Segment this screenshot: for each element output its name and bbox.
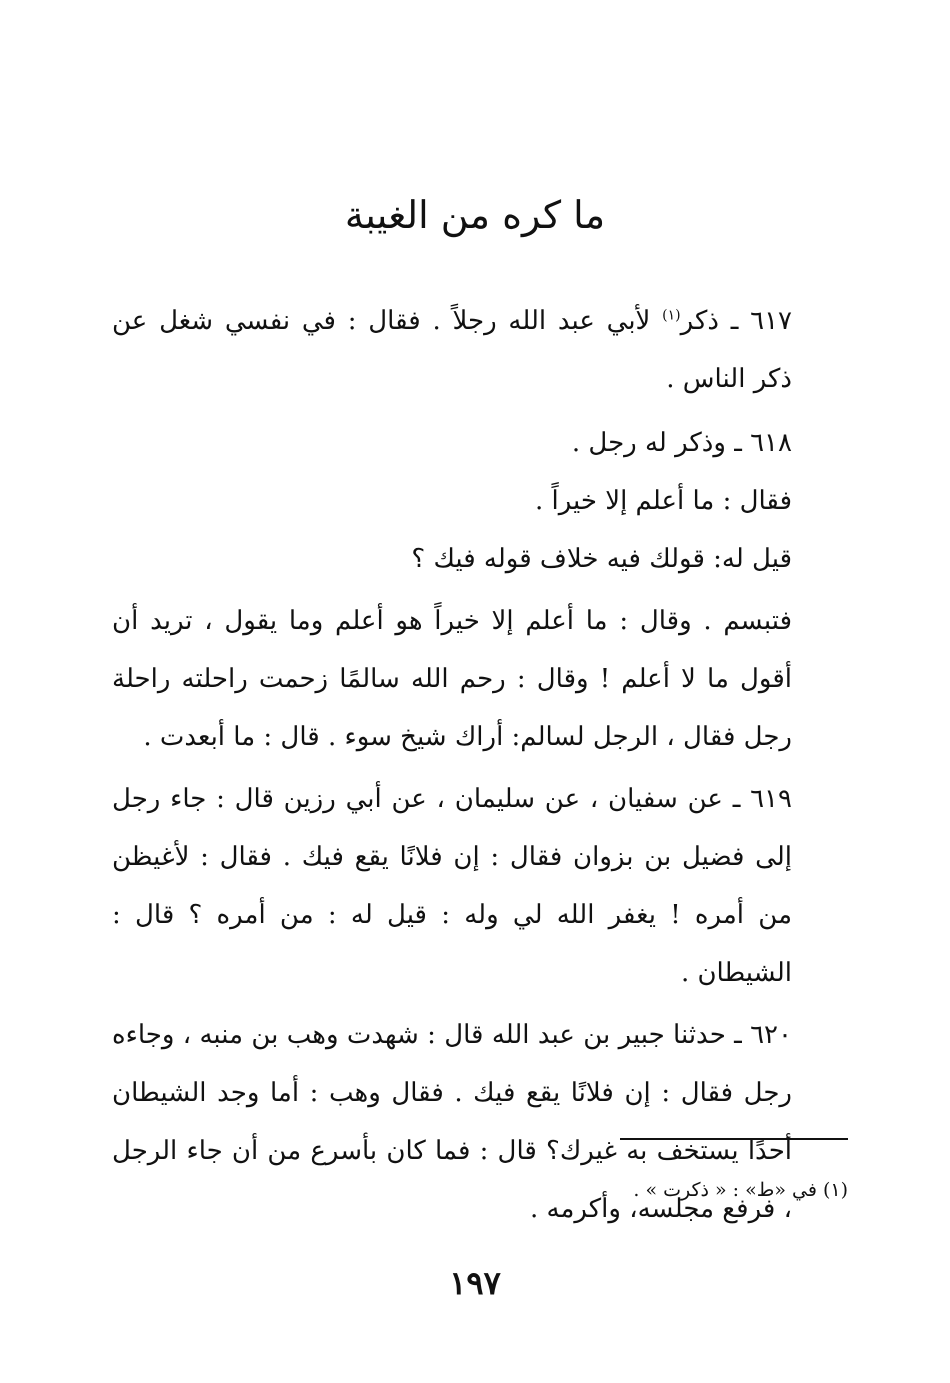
page-number: ١٩٧ bbox=[449, 1264, 501, 1302]
footnote: (١) في «ط» : « ذكرت » . bbox=[633, 1179, 848, 1201]
paragraph-618-continuation: فتبسم . وقال : ما أعلم إلا خيراً هو أعلم وما يقول ، تريد أن أقول ما لا أعلم ! وقال : رحم الله سالمًا زحمت راحلته راحلة رجل فقال ، الرجل لسالم: أراك شيخ سوء . قال : ما أبعدت . bbox=[112, 606, 792, 752]
paragraph-620: ٦٢٠ ـ حدثنا جبير بن عبد الله قال : شهدت وهب بن منبه ، وجاءه رجل فقال : إن فلانًا يقع فيك . فقال وهب : أما وجد الشيطان أحدًا يستخف به غيرك؟ قال : فما كان بأسرع من أن جاء الرجل ، فرفع مجلسه، وأكرمه . bbox=[112, 1020, 792, 1224]
footnote-reference: (١) bbox=[662, 307, 681, 324]
paragraph-617-text: لأبي عبد الله رجلاً . فقال : في نفسي شغل عن ذكر الناس . bbox=[112, 306, 792, 394]
paragraph-618-answer: فقال : ما أعلم إلا خيراً . bbox=[534, 486, 792, 516]
paragraph-618-question: قيل له: قولك فيه خلاف قوله فيك ؟ bbox=[411, 544, 792, 574]
page-title: ما كره من الغيبة bbox=[344, 193, 606, 238]
paragraph-617-number: ٦١٧ ـ ذكر bbox=[680, 306, 793, 336]
main-text bbox=[112, 292, 848, 1238]
footnote-divider bbox=[620, 1138, 848, 1140]
paragraph-619: ٦١٩ ـ عن سفيان ، عن سليمان ، عن أبي رزين قال : جاء رجل إلى فضيل بن بزوان فقال : إن فلانًا يقع فيك . فقال : لأغيظن من أمره ! يغفر الله لي وله : قيل له : من أمره ؟ قال : الشيطان . bbox=[112, 784, 792, 988]
paragraph-617 bbox=[112, 292, 848, 408]
paragraph-618: ٦١٨ ـ وذكر له رجل . bbox=[571, 428, 792, 458]
